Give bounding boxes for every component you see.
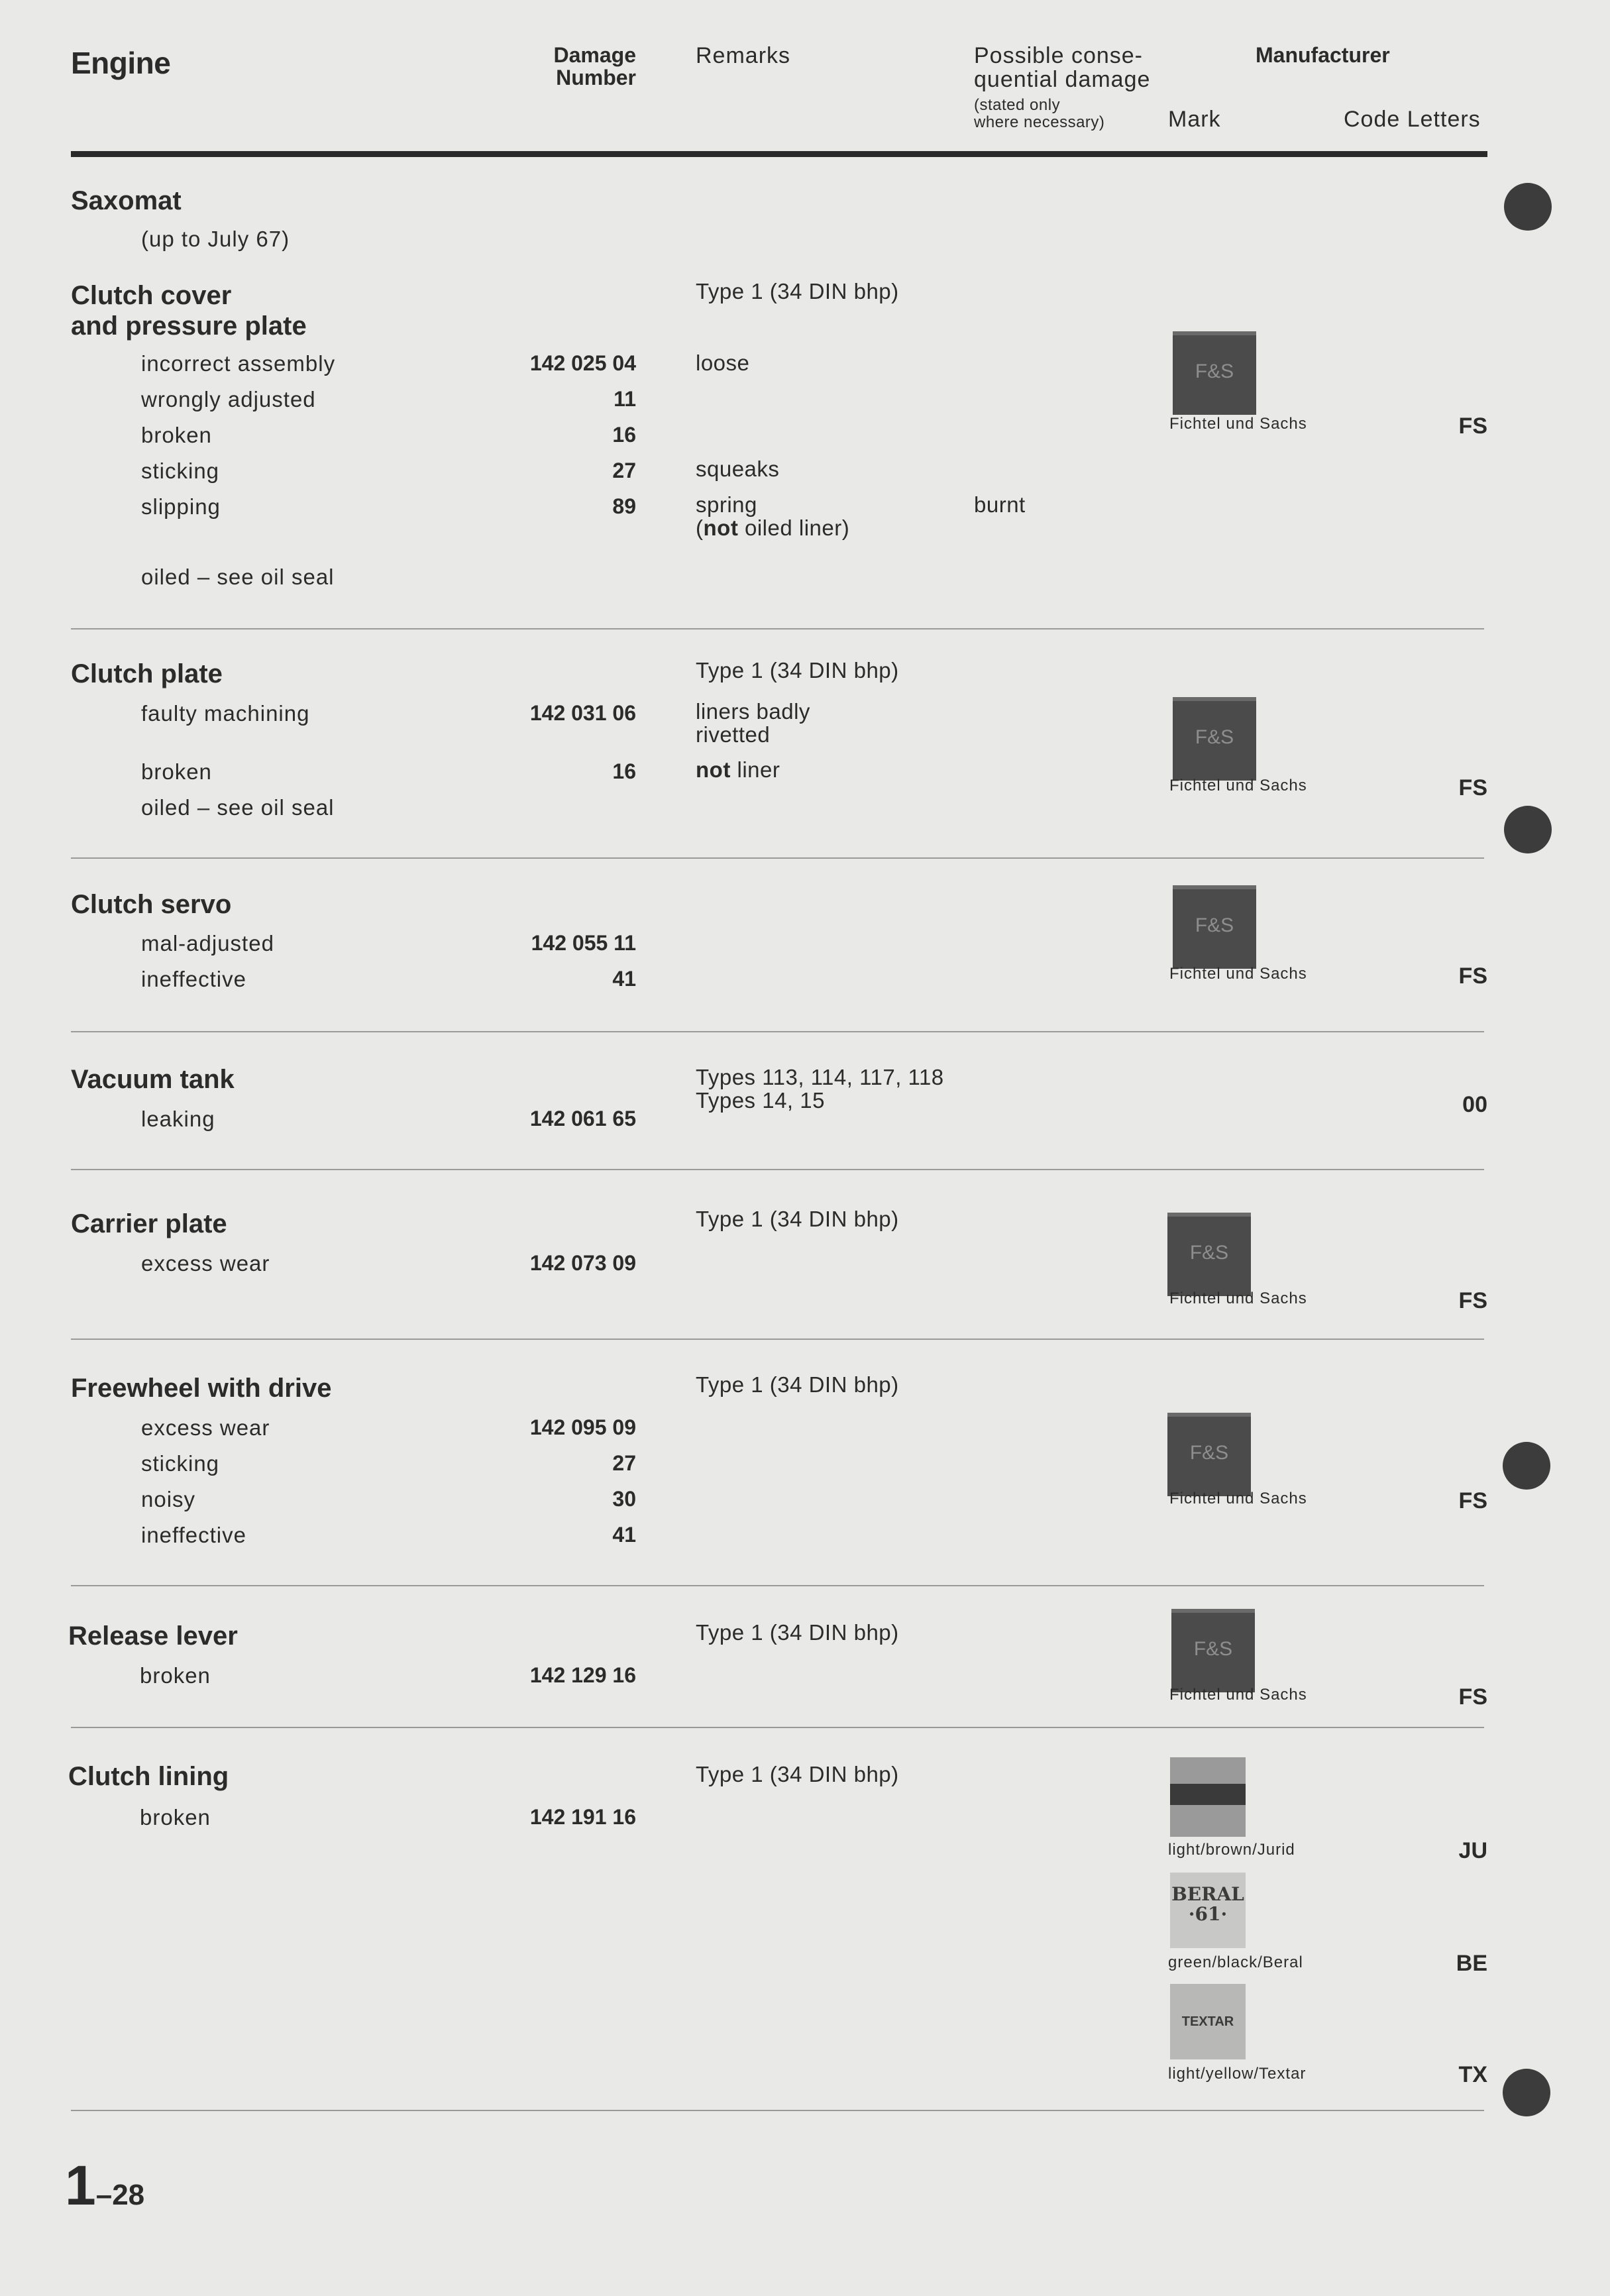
punch-hole [1503,1442,1550,1490]
damage-number: 142 129 16 [529,1663,636,1687]
code-letters: FS [1458,775,1487,800]
mark-label: Fichtel und Sachs [1169,1686,1307,1704]
list-item: wrongly adjusted [141,387,316,411]
damage-number-header [504,44,636,89]
list-item: ineffective [141,967,246,991]
remark-rest: oiled liner) [738,516,850,540]
clutch-plate-remark: Type 1 (34 DIN bhp) [696,658,899,683]
mark-label: green/black/Beral [1168,1953,1303,1971]
mark-label: Fichtel und Sachs [1169,415,1307,433]
damage-number: 142 055 11 [531,931,636,955]
beral-logo-line1: BERAL [1171,1883,1244,1905]
damage-number: 142 031 06 [529,701,636,725]
mark-label: light/yellow/Textar [1168,2065,1307,2083]
beral-logo-line2: ·61· [1188,1903,1228,1925]
list-item: broken [140,1805,211,1830]
header-rule [71,151,1487,157]
fs-logo: F&S [1173,697,1256,781]
item-remark [696,758,780,781]
code-letters: FS [1458,413,1487,439]
section-title-release-lever: Release lever [68,1621,238,1651]
consequential-note-line1: (stated only [974,96,1061,114]
beral-logo [1170,1873,1246,1948]
clutch-cover-title-line1: Clutch cover [71,281,232,310]
fs-logo: F&S [1167,1413,1251,1496]
item-remark: loose [696,351,750,375]
section-divider [71,1339,1484,1340]
page-number [65,2154,144,2218]
consequential-header-line1: Possible conse- [974,43,1144,68]
mark-label: Fichtel und Sachs [1169,1490,1307,1507]
textar-logo: TEXTAR [1170,1984,1246,2059]
list-item: broken [140,1663,211,1688]
code-letters-header: Code Letters [1344,107,1481,132]
section-title-clutch-cover [71,280,307,341]
remark-paren: ( [696,516,704,540]
consequential-note-line2: where necessary) [974,113,1105,131]
code-letters: BE [1456,1951,1487,1976]
section-divider [71,2110,1484,2111]
punch-hole [1503,2069,1550,2116]
list-item: incorrect assembly [141,351,336,376]
vacuum-tank-remark [696,1066,944,1112]
section-title-clutch-servo: Clutch servo [71,890,232,919]
damage-number: 89 [612,494,636,518]
section-title-vacuum-tank: Vacuum tank [71,1065,235,1094]
list-item: sticking [141,459,220,483]
mark-label: Fichtel und Sachs [1169,777,1307,794]
damage-number-header-line2: Number [556,66,636,89]
code-letters: TX [1458,2062,1487,2087]
list-item: ineffective [141,1523,246,1547]
section-divider [71,1727,1484,1728]
code-letters: 00 [1462,1092,1487,1117]
remark-rest: liner [730,757,780,782]
section-title-clutch-plate: Clutch plate [71,659,223,688]
damage-number: 16 [612,423,636,447]
section-divider [71,1031,1484,1032]
fs-logo: F&S [1173,885,1256,969]
fs-logo: F&S [1173,331,1256,415]
consequential-header [974,44,1150,91]
damage-number: 16 [612,759,636,783]
damage-number: 27 [612,459,636,482]
consequential-note [974,97,1104,131]
list-item: faulty machining [141,701,310,726]
code-letters: FS [1458,1488,1487,1513]
section-divider [71,1585,1484,1586]
section-title-clutch-lining: Clutch lining [68,1762,229,1791]
carrier-plate-remark: Type 1 (34 DIN bhp) [696,1207,899,1231]
code-letters: JU [1458,1838,1487,1863]
section-divider [71,857,1484,859]
clutch-lining-remark: Type 1 (34 DIN bhp) [696,1762,899,1786]
item-remark: squeaks [696,457,780,481]
remark-bold: not [703,516,739,540]
section-divider [71,1169,1484,1170]
list-item: broken [141,759,212,784]
item-remark: spring [696,492,757,517]
mark-label: Fichtel und Sachs [1169,1289,1307,1307]
list-item: excess wear [141,1415,270,1440]
clutch-cover-remark: Type 1 (34 DIN bhp) [696,279,899,303]
damage-number: 30 [612,1487,636,1511]
fs-logo: F&S [1171,1609,1255,1692]
damage-number: 41 [612,1523,636,1547]
list-item: noisy [141,1487,196,1511]
list-item: mal-adjusted [141,931,274,956]
item-remark-line2 [696,516,849,539]
section-divider [71,628,1484,629]
oil-seal-note: oiled – see oil seal [141,795,335,820]
damage-number: 41 [612,967,636,991]
consequential-damage: burnt [974,492,1026,517]
damage-number: 142 025 04 [529,351,636,375]
mark-header: Mark [1168,107,1221,132]
mark-label: light/brown/Jurid [1168,1841,1295,1859]
vacuum-tank-remark-line2: Types 14, 15 [696,1088,825,1113]
list-item: leaking [141,1107,215,1131]
jurid-swatch [1170,1757,1246,1837]
manufacturer-header: Manufacturer [1256,43,1390,67]
list-item: excess wear [141,1251,270,1276]
damage-number: 11 [614,387,636,411]
page-number-sub: –28 [95,2179,145,2211]
clutch-cover-title-line2: and pressure plate [71,311,307,341]
remark-bold: not [696,757,731,782]
list-item: slipping [141,494,221,519]
list-item: sticking [141,1451,220,1476]
damage-number-header-line1: Damage [553,43,636,67]
punch-hole [1504,183,1552,231]
section-title-freewheel: Freewheel with drive [71,1374,332,1403]
remarks-header: Remarks [696,43,791,68]
damage-number: 142 095 09 [529,1415,636,1439]
item-remark [696,700,810,746]
damage-number: 27 [612,1451,636,1475]
oil-seal-note: oiled – see oil seal [141,565,335,589]
item-remark-line2: rivetted [696,722,771,747]
section-title-carrier-plate: Carrier plate [71,1209,227,1238]
vacuum-tank-remark-line1: Types 113, 114, 117, 118 [696,1065,944,1089]
list-item: broken [141,423,212,447]
punch-hole [1504,806,1552,853]
page-number-main: 1 [65,2154,96,2216]
damage-number: 142 191 16 [529,1805,636,1829]
page-title: Engine [71,46,171,80]
jurid-swatch-band [1170,1784,1246,1805]
code-letters: FS [1458,1288,1487,1313]
fs-logo: F&S [1167,1213,1251,1296]
damage-number: 142 073 09 [529,1251,636,1275]
code-letters: FS [1458,1684,1487,1710]
code-letters: FS [1458,963,1487,989]
consequential-header-line2: quential damage [974,67,1151,92]
mark-label: Fichtel und Sachs [1169,965,1307,983]
freewheel-remark: Type 1 (34 DIN bhp) [696,1372,899,1397]
damage-number: 142 061 65 [529,1107,636,1130]
saxomat-subtitle: (up to July 67) [141,227,290,251]
release-lever-remark: Type 1 (34 DIN bhp) [696,1620,899,1645]
section-title-saxomat: Saxomat [71,186,182,215]
item-remark-line1: liners badly [696,699,810,724]
